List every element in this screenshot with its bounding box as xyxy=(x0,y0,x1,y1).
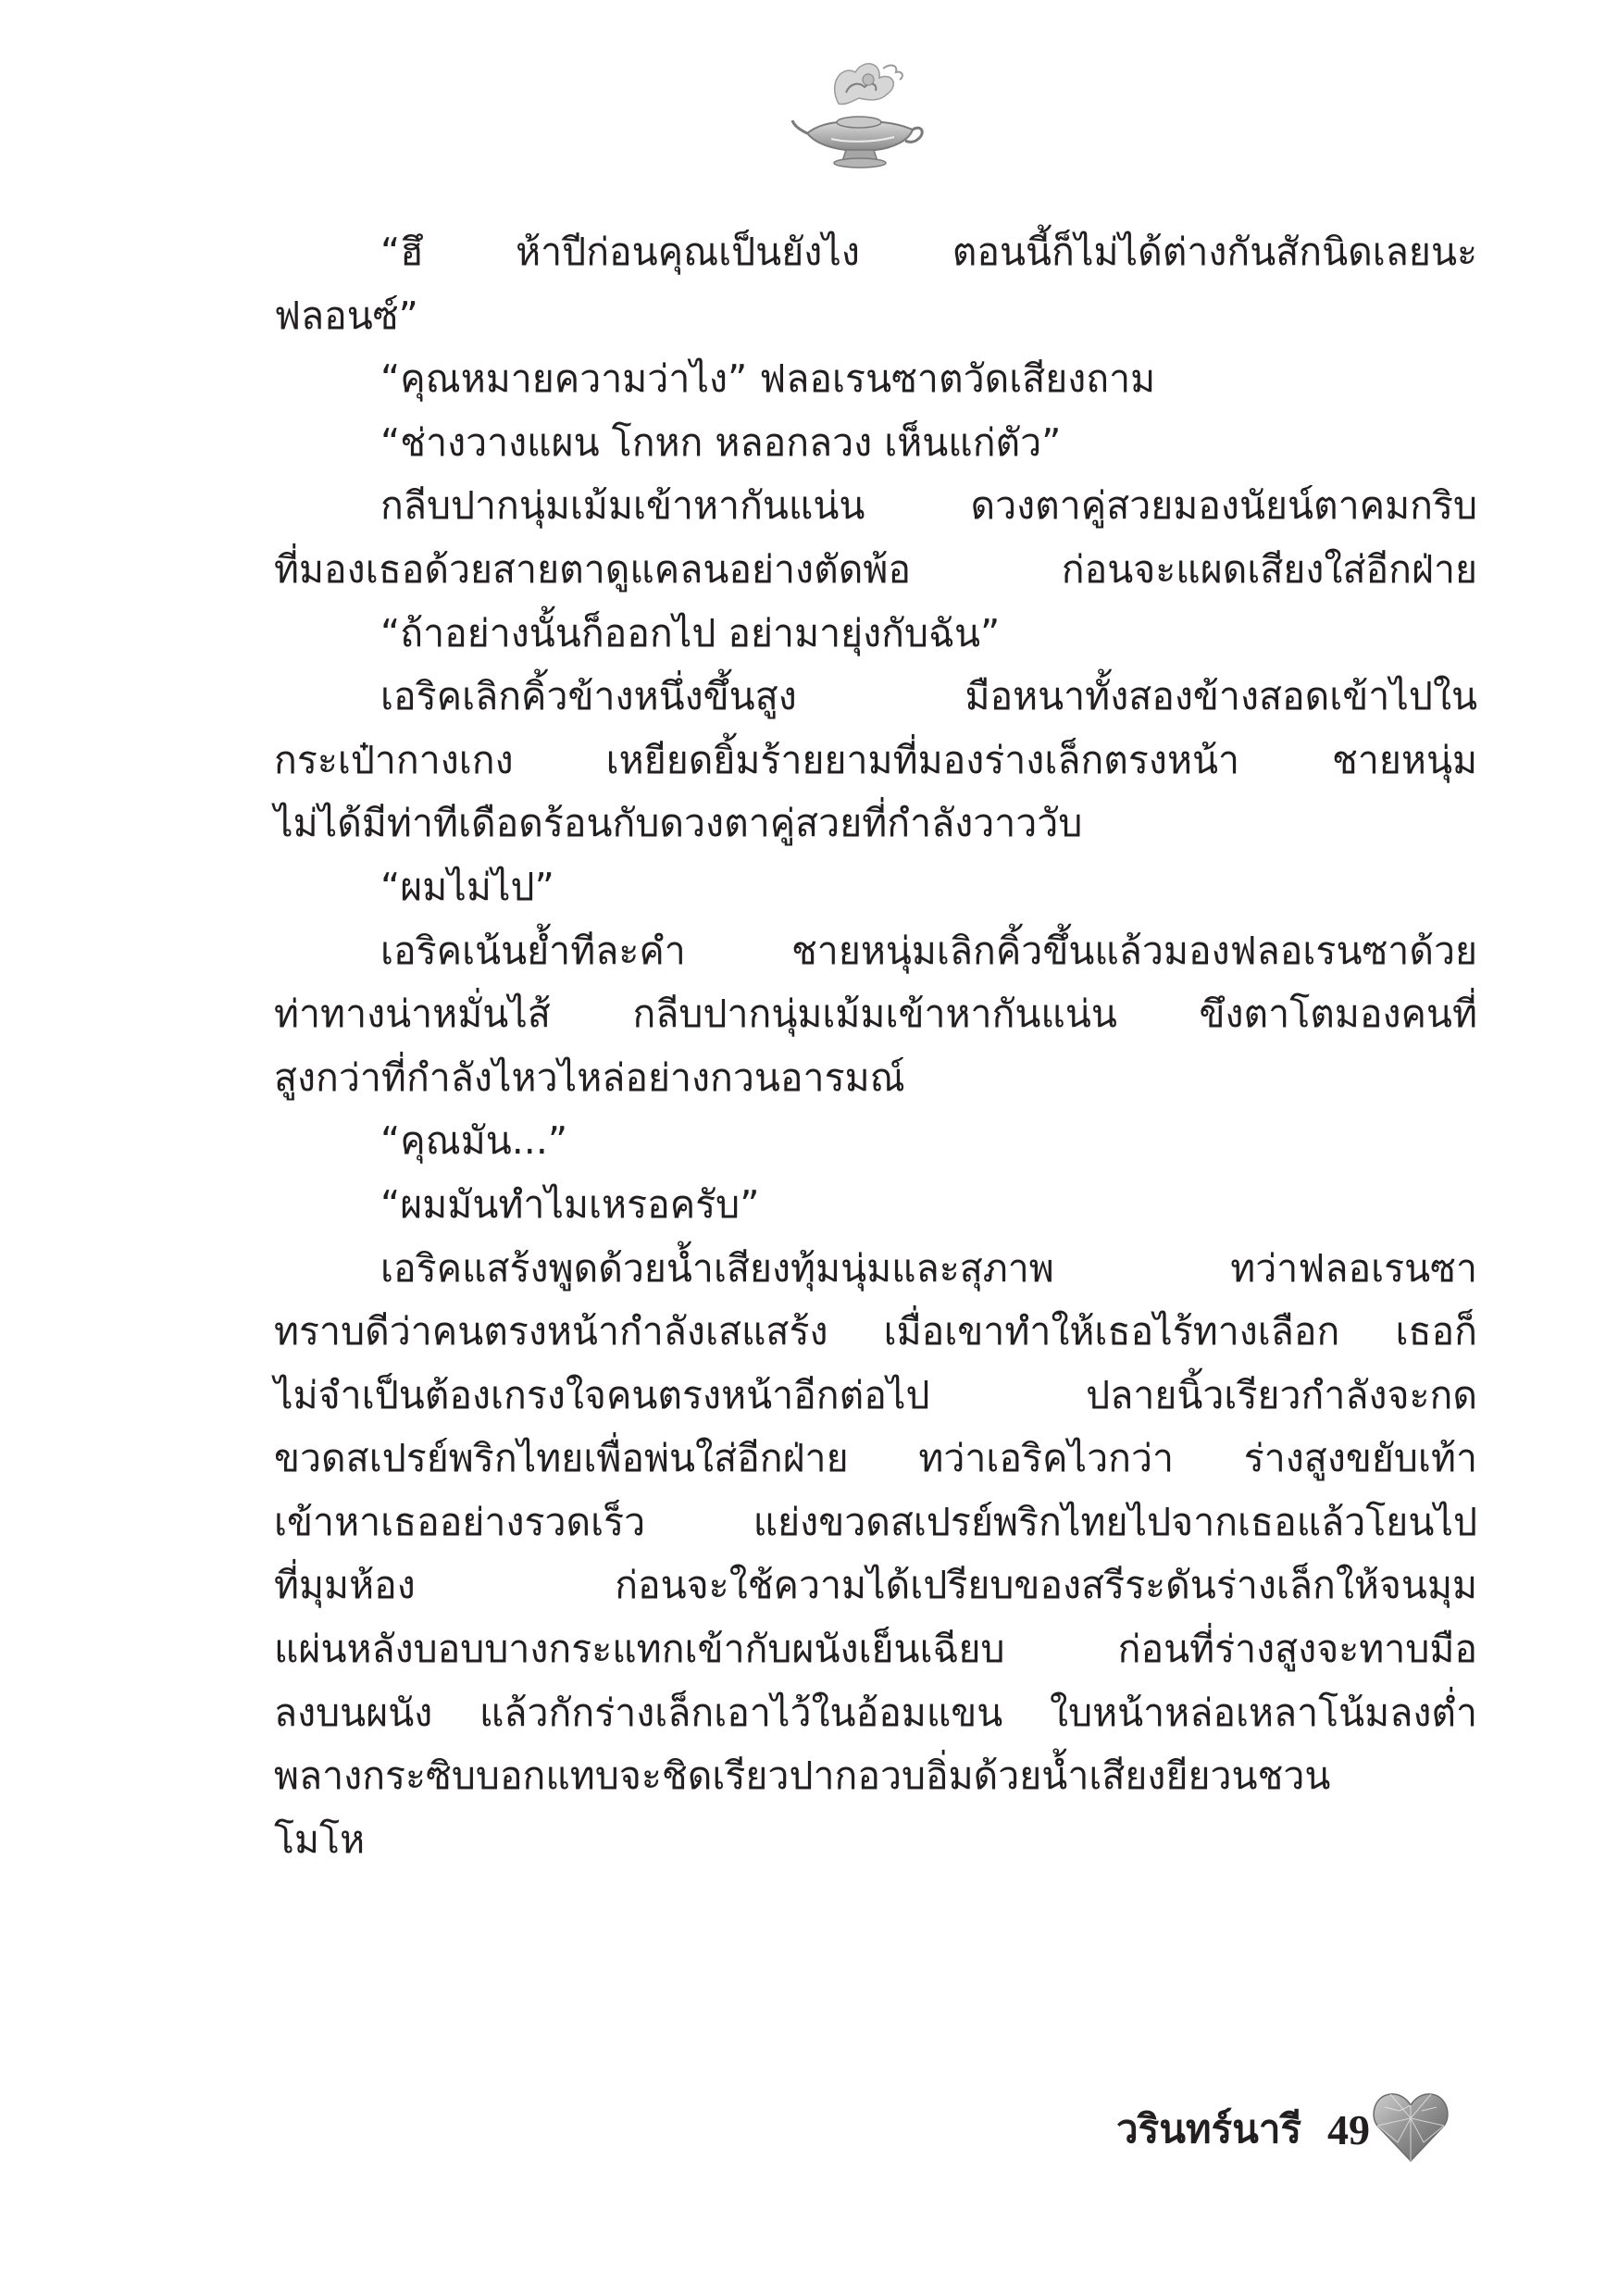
text-line: ขวดสเปรย์พริกไทยเพื่อพ่นใส่อีกฝ่าย ทว่าเอริคไวกว่า ร่างสูงขยับเท้า xyxy=(274,1436,1477,1481)
page-number: 49 xyxy=(1327,2105,1370,2153)
text-line: ท่าทางน่าหมั่นไส้ กลีบปากนุ่มเม้มเข้าหากันแน่น ขึงตาโตมองคนที่ xyxy=(274,992,1477,1037)
text-line: กระเป๋ากางเกง เหยียดยิ้มร้ายยามที่มองร่างเล็กตรงหน้า ชายหนุ่ม xyxy=(274,737,1477,782)
text-line: กลีบปากนุ่มเม้มเข้าหากันแน่น ดวงตาคู่สวยมองนัยน์ตาคมกริบ xyxy=(380,483,1477,529)
text-line: แผ่นหลังบอบบางกระแทกเข้ากับผนังเย็นเฉียบ ก่อนที่ร่างสูงจะทาบมือ xyxy=(274,1627,1477,1672)
text-line: เอริคเลิกคิ้วข้างหนึ่งขึ้นสูง มือหนาทั้งสองข้างสอดเข้าไปใน xyxy=(380,674,1477,719)
text-line: โมโห xyxy=(274,1816,366,1862)
text-line: ฟลอนซ์” xyxy=(274,293,418,338)
text-line: ที่มุมห้อง ก่อนจะใช้ความได้เปรียบของสรีระดันร่างเล็กให้จนมุม xyxy=(274,1563,1477,1608)
text-line: ลงบนผนัง แล้วกักร่างเล็กเอาไว้ในอ้อมแขน ใบหน้าหล่อเหลาโน้มลงต่ำ xyxy=(274,1690,1477,1735)
text-line: “ถ้าอย่างนั้นก็ออกไป อย่ามายุ่งกับฉัน” xyxy=(380,610,1001,655)
text-line: เอริคเน้นย้ำทีละคำ ชายหนุ่มเลิกคิ้วขึ้นแล้วมองฟลอเรนซาด้วย xyxy=(380,928,1477,973)
text-line: “ผมไม่ไป” xyxy=(380,864,554,909)
text-line: “ช่างวางแผน โกหก หลอกลวง เห็นแก่ตัว” xyxy=(380,419,1062,465)
text-line: เอริคแสร้งพูดด้วยน้ำเสียงทุ้มนุ่มและสุภาพ ทว่าฟลอเรนซา xyxy=(380,1245,1477,1291)
text-line: “ผมมันทำไมเหรอครับ” xyxy=(380,1181,760,1227)
text-line: ที่มองเธอด้วยสายตาดูแคลนอย่างตัดพ้อ ก่อนจะแผดเสียงใส่อีกฝ่าย xyxy=(274,546,1477,592)
diamond-heart-icon xyxy=(1372,2090,1450,2163)
text-line: ไม่จำเป็นต้องเกรงใจคนตรงหน้าอีกต่อไป ปลายนิ้วเรียวกำลังจะกด xyxy=(274,1372,1477,1417)
text-line: ไม่ได้มีท่าทีเดือดร้อนกับดวงตาคู่สวยที่กำลังวาววับ xyxy=(274,801,1083,846)
text-line: ทราบดีว่าคนตรงหน้ากำลังเสแสร้ง เมื่อเขาทำให้เธอไร้ทางเลือก เธอก็ xyxy=(274,1309,1477,1354)
book-title: วรินทร์นารี xyxy=(1116,2106,1301,2152)
genie-lamp-with-cupid-icon xyxy=(790,56,929,176)
text-line: “คุณมัน...” xyxy=(380,1118,568,1164)
story-text xyxy=(274,220,1477,1871)
text-line: “ฮึ ห้าปีก่อนคุณเป็นยังไง ตอนนี้ก็ไม่ได้ต่างกันสักนิดเลยนะ xyxy=(380,230,1477,274)
page-footer xyxy=(1037,2092,1370,2166)
text-line: เข้าหาเธออย่างรวดเร็ว แย่งขวดสเปรย์พริกไทยไปจากเธอแล้วโยนไป xyxy=(274,1499,1477,1544)
text-line: “คุณหมายความว่าไง” ฟลอเรนซาตวัดเสียงถาม xyxy=(380,356,1156,402)
text-line: พลางกระซิบบอกแทบจะชิดเรียวปากอวบอิ่มด้วยน้ำเสียงยียวนชวน xyxy=(274,1753,1331,1799)
text-line: สูงกว่าที่กำลังไหวไหล่อย่างกวนอารมณ์ xyxy=(274,1054,905,1100)
